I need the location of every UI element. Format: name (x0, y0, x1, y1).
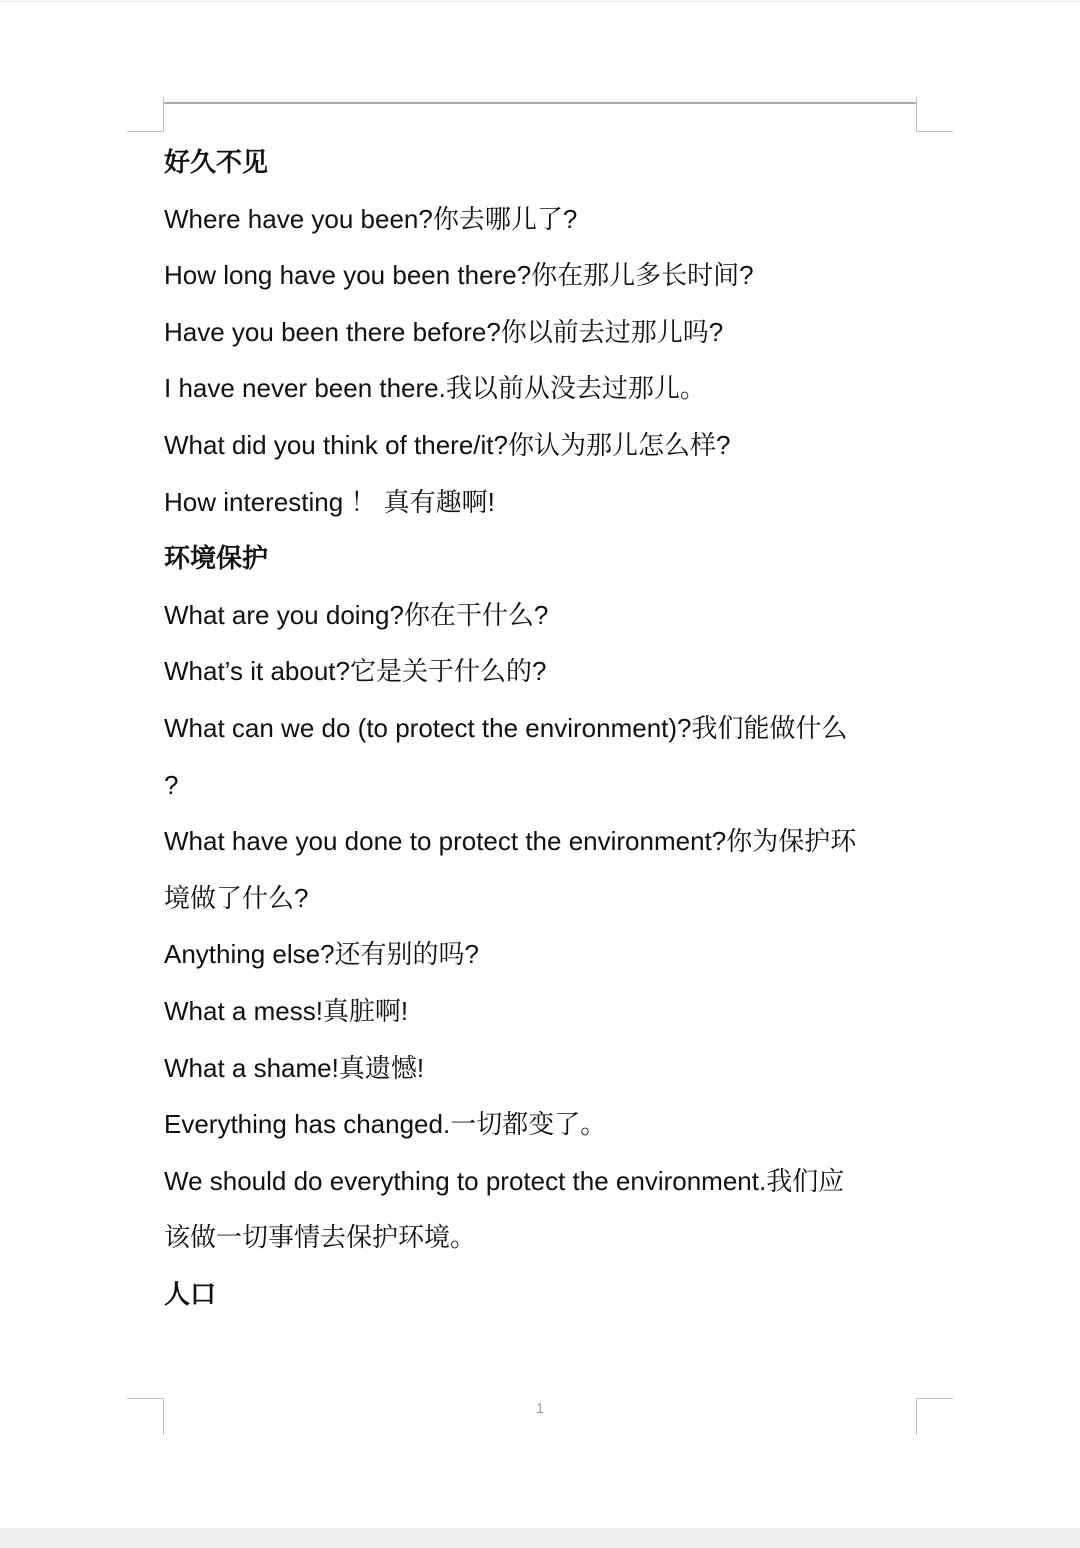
text-line: 该做一切事情去保护环境。 (164, 1222, 477, 1253)
text-line: What did you think of there/it?你认为那儿怎么样? (164, 429, 731, 460)
text-line: What can we do (to protect the environment)?我们能做什么 (164, 712, 848, 743)
window-top-edge (0, 1, 1080, 2)
corner-mark-top-right-v (916, 97, 917, 132)
corner-mark-bottom-right-h (917, 1398, 953, 1399)
text-line: What have you done to protect the environment?你为保护环 (164, 826, 857, 857)
text-line: How long have you been there?你在那儿多长时间? (164, 260, 754, 291)
text-line: How interesting ！ 真有趣啊! (164, 486, 495, 517)
text-line: What are you doing?你在干什么? (164, 599, 549, 630)
text-line: Have you been there before?你以前去过那儿吗? (164, 316, 724, 347)
section-heading: 人口 (164, 1278, 217, 1309)
text-line: What’s it about?它是关于什么的? (164, 656, 547, 687)
corner-mark-top-left-v (163, 97, 164, 132)
text-line: We should do everything to protect the environment.我们应 (164, 1165, 845, 1196)
text-line: What a shame!真遗憾! (164, 1052, 425, 1083)
page-number: 1 (536, 1400, 544, 1416)
document-body (164, 134, 924, 1322)
text-line: Everything has changed.一切都变了。 (164, 1109, 607, 1140)
text-line: Anything else?还有别的吗? (164, 939, 480, 970)
corner-mark-top-left-h (127, 131, 163, 132)
section-heading: 好久不见 (164, 147, 269, 177)
text-line: I have never been there.我以前从没去过那儿。 (164, 373, 706, 404)
text-line: Where have you been?你去哪儿了? (164, 203, 578, 234)
corner-mark-bottom-left-v (163, 1398, 164, 1435)
text-line: What a mess!真脏啊! (164, 995, 409, 1026)
header-rule (163, 102, 917, 104)
text-line: 境做了什么? (164, 882, 309, 913)
text-line: ? (164, 769, 179, 800)
bottom-bar (0, 1528, 1080, 1548)
corner-mark-bottom-left-h (127, 1398, 163, 1399)
corner-mark-bottom-right-v (916, 1398, 917, 1435)
corner-mark-top-right-h (917, 131, 953, 132)
section-heading: 环境保护 (164, 543, 269, 574)
